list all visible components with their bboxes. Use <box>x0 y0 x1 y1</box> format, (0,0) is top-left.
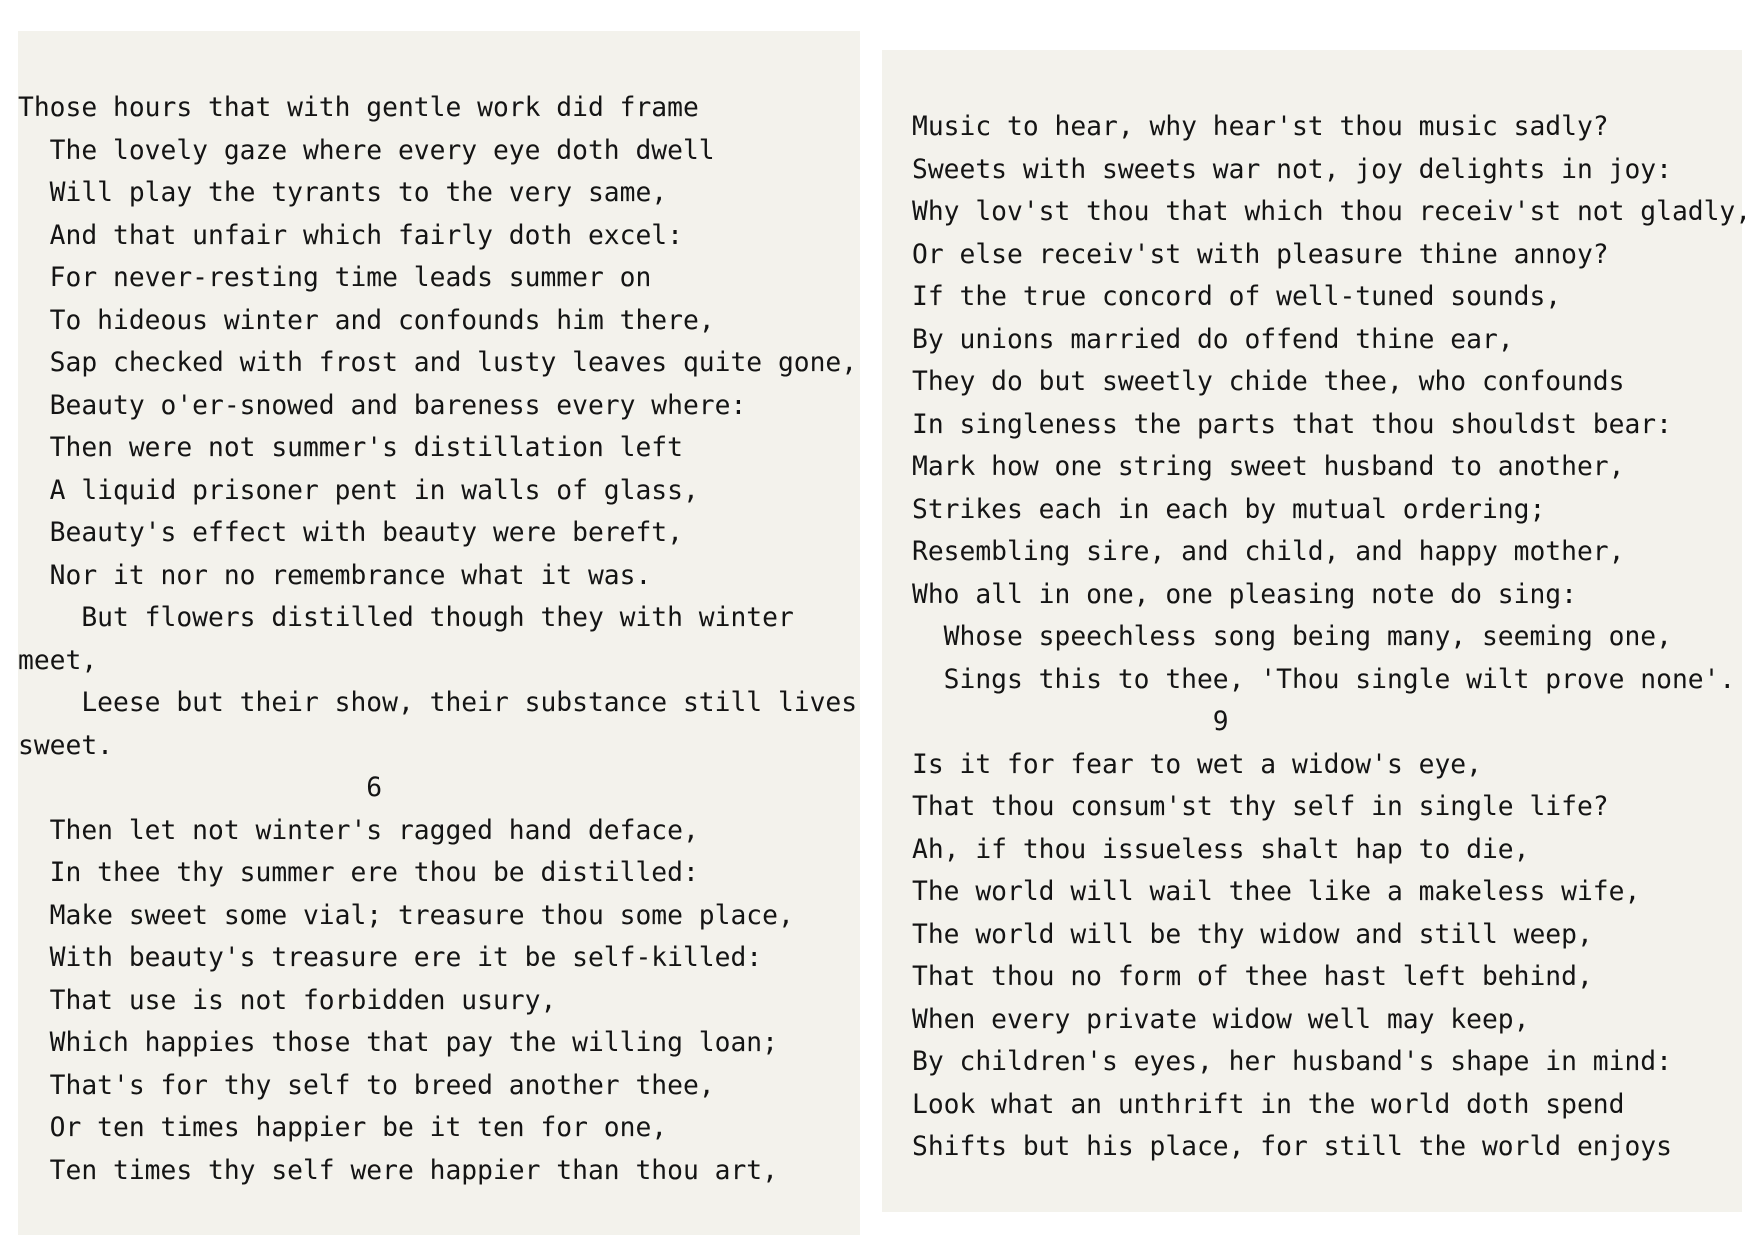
text-line: They do but sweetly chide thee, who confounds <box>912 367 1625 397</box>
text-line: Resembling sire, and child, and happy mother, <box>912 537 1625 567</box>
left-page <box>18 31 860 1235</box>
text-line: To hideous winter and confounds him there, <box>18 305 715 336</box>
text-line: That's for thy self to breed another thee, <box>18 1070 715 1101</box>
text-line: Music to hear, why hear'st thou music sadly? <box>912 112 1609 142</box>
right-page <box>882 50 1752 1212</box>
text-line: Those hours that with gentle work did frame <box>18 93 699 123</box>
text-line: When every private widow well may keep, <box>912 1004 1530 1035</box>
text-line: Whose speechless song being many, seeming one, <box>912 622 1672 652</box>
text-line: That thou consum'st thy self in single life? <box>912 792 1609 822</box>
text-line: Shifts but his place, for still the world enjoys <box>912 1132 1672 1162</box>
text-line: In singleness the parts that thou shouldst bear: <box>912 409 1672 440</box>
text-line: Why lov'st thou that which thou receiv'st not gladly, <box>912 197 1752 227</box>
text-line: sweet. <box>18 730 113 761</box>
text-line: Who all in one, one pleasing note do sing: <box>912 579 1577 610</box>
text-line: Sings this to thee, 'Thou single wilt prove none'. <box>912 664 1736 695</box>
text-line: Then let not winter's ragged hand deface, <box>18 815 699 846</box>
text-line: Or ten times happier be it ten for one, <box>18 1113 668 1143</box>
text-line: And that unfair which fairly doth excel: <box>18 220 683 251</box>
text-line: Is it for fear to wet a widow's eye, <box>912 749 1482 780</box>
text-line: The lovely gaze where every eye doth dwell <box>18 135 715 166</box>
text-line: Sap checked with frost and lusty leaves quite gone, <box>18 348 858 378</box>
text-line: The world will be thy widow and still weep, <box>912 919 1593 950</box>
text-line: Make sweet some vial; treasure thou some place, <box>18 900 794 931</box>
text-line: Beauty o'er-snowed and bareness every where: <box>18 390 747 421</box>
text-line: For never-resting time leads summer on <box>18 263 652 293</box>
text-line: Or else receiv'st with pleasure thine annoy? <box>912 239 1609 270</box>
text-line: Sweets with sweets war not, joy delights in joy: <box>912 154 1672 185</box>
text-line: With beauty's treasure ere it be self-killed: <box>18 943 763 973</box>
left-page-text <box>18 87 857 1192</box>
text-line: If the true concord of well-tuned sounds, <box>912 282 1562 312</box>
text-line: A liquid prisoner pent in walls of glass, <box>18 475 699 506</box>
text-line: Leese but their show, their substance still lives <box>18 688 858 718</box>
text-line: Strikes each in each by mutual ordering; <box>912 494 1546 525</box>
text-line: Beauty's effect with beauty were bereft, <box>18 518 683 548</box>
text-line: meet, <box>18 645 98 676</box>
text-line: Mark how one string sweet husband to another, <box>912 452 1625 482</box>
text-line: Ah, if thou issueless shalt hap to die, <box>912 834 1530 865</box>
text-line: Then were not summer's distillation left <box>18 433 683 463</box>
text-line: But flowers distilled though they with winter <box>18 603 794 633</box>
right-page-text <box>912 106 1751 1169</box>
text-line: By children's eyes, her husband's shape in mind: <box>912 1047 1672 1077</box>
text-line: Ten times thy self were happier than thou art, <box>18 1155 778 1186</box>
text-line: 9 <box>912 707 1229 737</box>
text-line: Look what an unthrift in the world doth spend <box>912 1089 1625 1120</box>
text-line: The world will wail thee like a makeless wife, <box>912 877 1641 907</box>
text-line: Will play the tyrants to the very same, <box>18 178 668 208</box>
text-line: In thee thy summer ere thou be distilled: <box>18 858 699 888</box>
text-line: That use is not forbidden usury, <box>18 985 557 1016</box>
text-line: By unions married do offend thine ear, <box>912 324 1514 355</box>
text-line: That thou no form of thee hast left behind, <box>912 962 1593 992</box>
text-line: 6 <box>18 773 383 803</box>
text-line: Which happies those that pay the willing loan; <box>18 1028 778 1058</box>
text-line: Nor it nor no remembrance what it was. <box>18 560 652 591</box>
